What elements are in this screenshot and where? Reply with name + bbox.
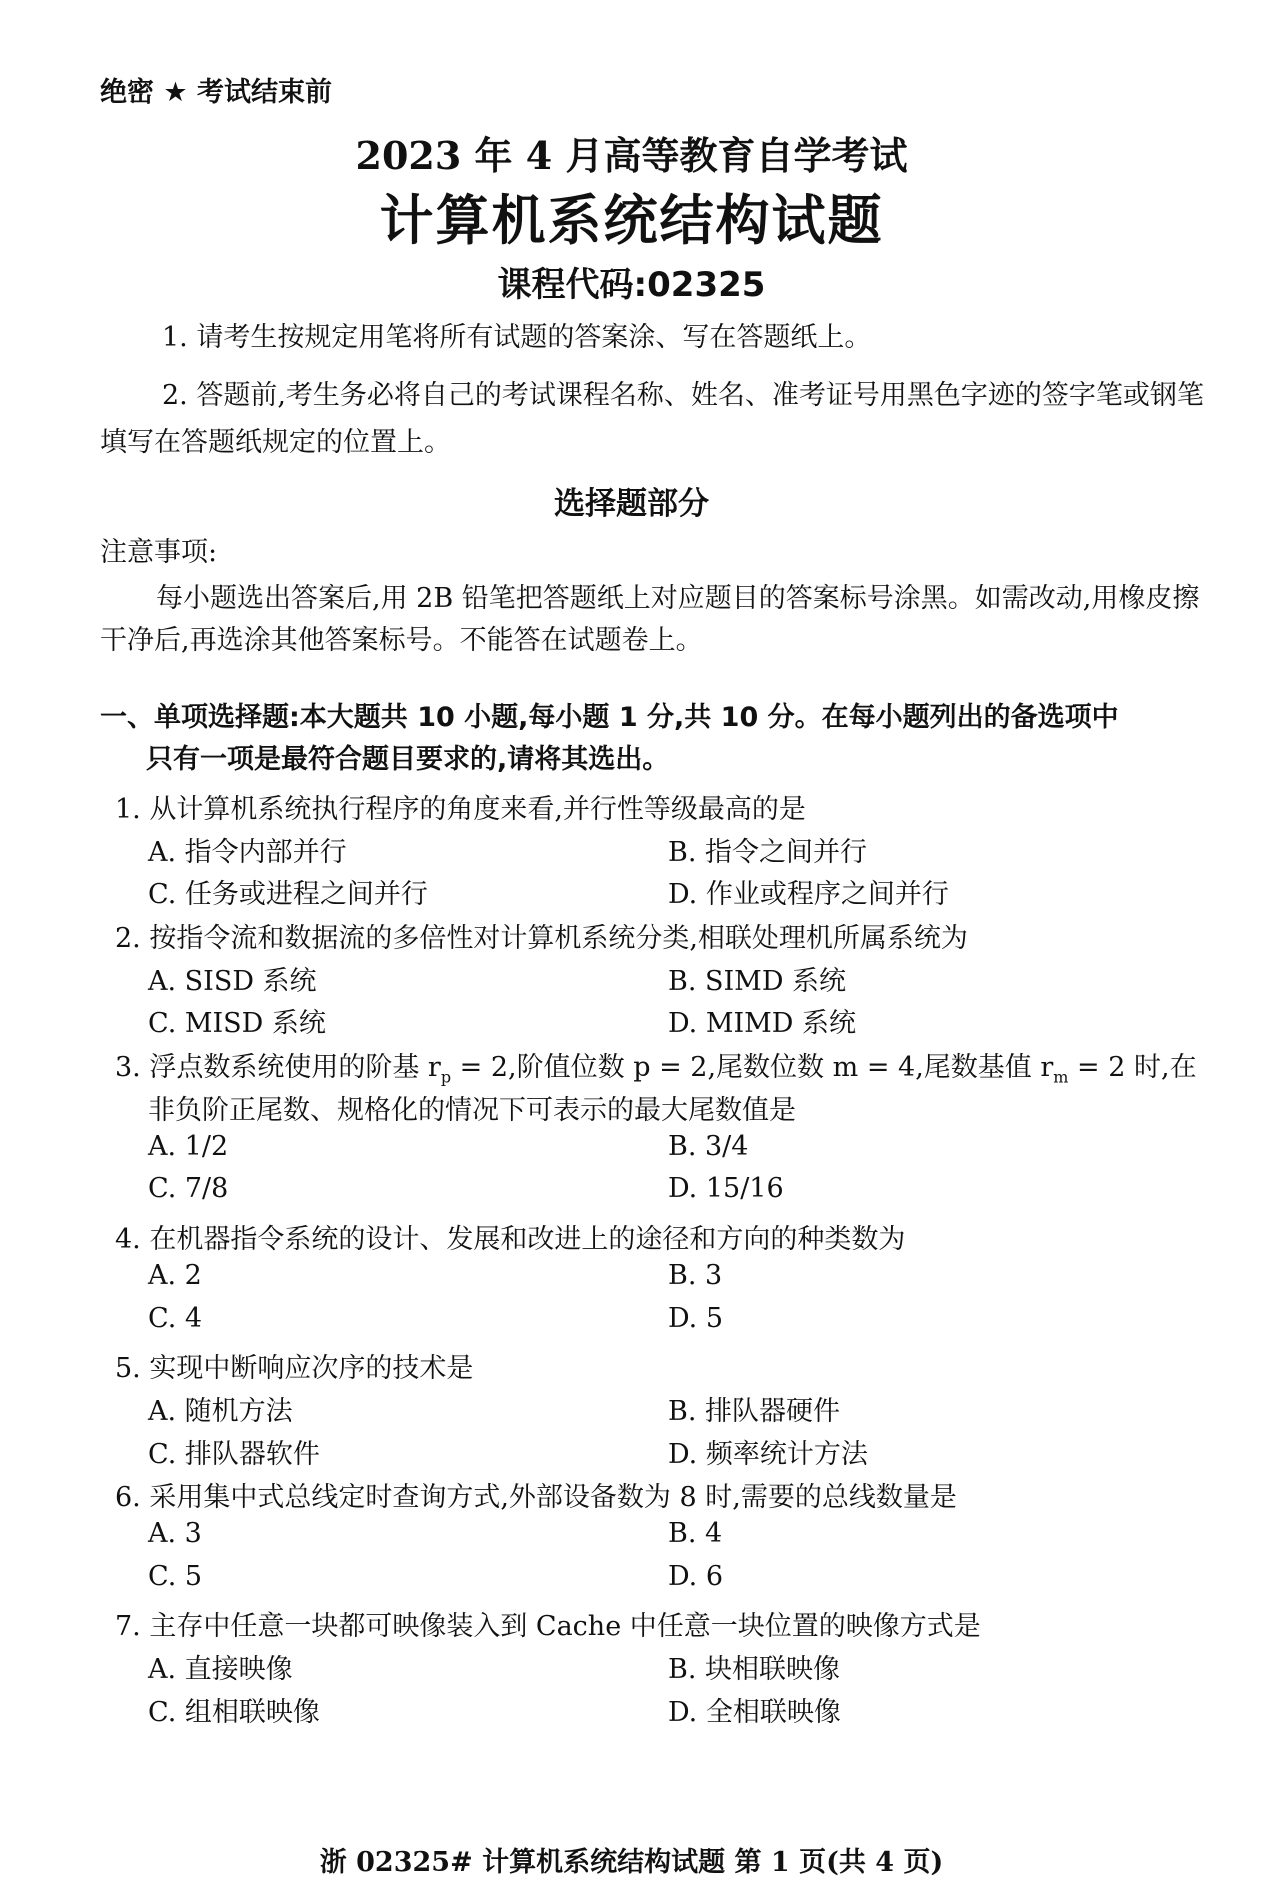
notes-heading: 注意事项: (100, 537, 218, 568)
question-2-option-b: B. SIMD 系统 (668, 966, 847, 997)
question-2-option-d: D. MIMD 系统 (668, 1008, 857, 1039)
question-1-stem: 1. 从计算机系统执行程序的角度来看,并行性等级最高的是 (115, 794, 806, 825)
question-5-option-d: D. 频率统计方法 (668, 1439, 868, 1470)
question-4-option-b: B. 3 (668, 1260, 723, 1291)
question-7-option-b: B. 块相联映像 (668, 1654, 841, 1685)
course-code: 课程代码:02325 (497, 265, 766, 305)
question-7-option-a: A. 直接映像 (148, 1654, 293, 1685)
question-5-option-c: C. 排队器软件 (148, 1439, 320, 1470)
question-2-option-a: A. SISD 系统 (148, 966, 317, 997)
question-7-option-d: D. 全相联映像 (668, 1697, 841, 1728)
question-3-stem-part3: = 2 时,在 (1068, 1052, 1197, 1083)
question-3-stem-part2: = 2,阶值位数 p = 2,尾数位数 m = 4,尾数基值 r (451, 1052, 1054, 1083)
instruction-1: 1. 请考生按规定用笔将所有试题的答案涂、写在答题纸上。 (162, 322, 872, 353)
question-3-option-d: D. 15/16 (668, 1173, 784, 1204)
question-7-stem: 7. 主存中任意一块都可映像装入到 Cache 中任意一块位置的映像方式是 (115, 1611, 981, 1642)
question-3-stem-line2: 非负阶正尾数、规格化的情况下可表示的最大尾数值是 (148, 1095, 796, 1126)
part-one-heading-line2: 只有一项是最符合题目要求的,请将其选出。 (146, 744, 670, 775)
instruction-2: 2. 答题前,考生务必将自己的考试课程名称、姓名、准考证号用黑色字迹的签字笔或钢笔 (162, 380, 1204, 411)
question-3-stem-part1: 3. 浮点数系统使用的阶基 r (115, 1052, 441, 1083)
question-5-stem: 5. 实现中断响应次序的技术是 (115, 1353, 474, 1384)
question-4-option-c: C. 4 (148, 1303, 203, 1334)
question-1-option-d: D. 作业或程序之间并行 (668, 879, 949, 910)
question-6-option-c: C. 5 (148, 1561, 203, 1592)
subject-title: 计算机系统结构试题 (379, 189, 884, 252)
question-4-option-d: D. 5 (668, 1303, 724, 1334)
question-3-sub-p: p (440, 1067, 452, 1087)
question-4-option-a: A. 2 (148, 1260, 202, 1291)
exam-title: 2023 年 4 月高等教育自学考试 (355, 133, 908, 178)
question-6-stem: 6. 采用集中式总线定时查询方式,外部设备数为 8 时,需要的总线数量是 (115, 1482, 957, 1513)
question-7-option-c: C. 组相联映像 (148, 1697, 320, 1728)
question-3-option-c: C. 7/8 (148, 1173, 229, 1204)
notes-body: 每小题选出答案后,用 2B 铅笔把答题纸上对应题目的答案标号涂黑。如需改动,用橡皮擦干净后,再选涂其他答案标号。不能答在试题卷上。 (100, 583, 1200, 656)
question-2-stem: 2. 按指令流和数据流的多倍性对计算机系统分类,相联处理机所属系统为 (115, 923, 968, 954)
question-3-stem (115, 1045, 1197, 1086)
part-one-heading-line1: 一、单项选择题:本大题共 10 小题,每小题 1 分,共 10 分。在每小题列出的备选项中 (100, 702, 1119, 733)
question-3-option-b: B. 3/4 (668, 1131, 749, 1162)
question-2-option-c: C. MISD 系统 (148, 1008, 326, 1039)
question-6-option-a: A. 3 (148, 1518, 202, 1549)
question-5-option-b: B. 排队器硬件 (668, 1396, 841, 1427)
page-footer: 浙 02325# 计算机系统结构试题 第 1 页(共 4 页) (319, 1847, 944, 1878)
question-6-option-d: D. 6 (668, 1561, 724, 1592)
question-3-sub-m: m (1053, 1067, 1069, 1087)
instruction-2-cont: 填写在答题纸规定的位置上。 (100, 427, 451, 458)
question-3-option-a: A. 1/2 (148, 1131, 229, 1162)
confidential-label: 绝密 ★ 考试结束前 (100, 77, 333, 108)
question-4-stem: 4. 在机器指令系统的设计、发展和改进上的途径和方向的种类数为 (115, 1224, 906, 1255)
section-title: 选择题部分 (554, 486, 709, 522)
question-5-option-a: A. 随机方法 (148, 1396, 293, 1427)
question-1-option-b: B. 指令之间并行 (668, 837, 868, 868)
question-6-option-b: B. 4 (668, 1518, 723, 1549)
part-one-heading (100, 697, 1119, 781)
question-1-option-c: C. 任务或进程之间并行 (148, 879, 428, 910)
question-1-option-a: A. 指令内部并行 (148, 837, 347, 868)
